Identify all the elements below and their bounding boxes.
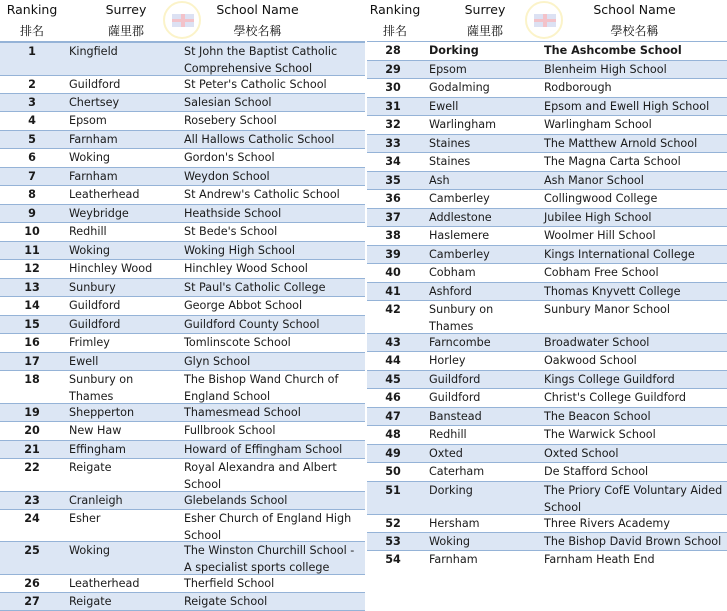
town-cell: New Haw	[69, 424, 122, 437]
school-name-cell: St John the Baptist Catholic Comprehensive School	[184, 45, 338, 75]
town-cell: Cranleigh	[69, 494, 123, 507]
rank-cell: 2	[28, 78, 36, 91]
rank-cell: 51	[385, 484, 401, 497]
town-cell: Farnham	[429, 553, 478, 566]
town-cell: Guildford	[429, 391, 481, 404]
town-cell: Chertsey	[69, 96, 120, 109]
rank-cell: 43	[385, 336, 401, 349]
table-row	[0, 371, 365, 403]
rank-cell: 5	[28, 133, 36, 146]
rank-cell: 21	[24, 443, 40, 456]
school-name-cell: The Matthew Arnold School	[544, 137, 698, 150]
town-cell: Dorking	[429, 44, 479, 57]
town-cell: Camberley	[429, 192, 490, 205]
table-row	[0, 541, 365, 575]
rank-cell: 6	[28, 151, 36, 164]
town-cell: Staines	[429, 137, 471, 150]
school-name-cell: Christ's College Guildford	[544, 391, 686, 404]
table-row	[367, 282, 727, 301]
school-name-cell: Epsom and Ewell High School	[544, 100, 710, 113]
rank-cell: 35	[385, 174, 401, 187]
town-cell: Hersham	[429, 517, 480, 530]
table-row	[0, 459, 365, 491]
rank-cell: 17	[24, 355, 40, 368]
school-name-cell: Reigate School	[184, 595, 268, 608]
header-school: School Name	[216, 2, 299, 17]
header-area-zh: 薩里郡	[107, 24, 144, 38]
table-row	[367, 153, 727, 171]
rank-cell: 10	[24, 225, 40, 238]
rank-cell: 11	[24, 244, 40, 257]
rank-cell: 12	[24, 262, 40, 275]
school-name-cell: Rodborough	[544, 81, 612, 94]
table-row	[367, 389, 727, 407]
rank-cell: 32	[385, 118, 401, 131]
rank-cell: 7	[28, 170, 36, 183]
rank-cell: 18	[24, 373, 40, 386]
town-cell: Caterham	[429, 465, 485, 478]
header-ranking-zh: 排名	[382, 24, 407, 38]
rank-cell: 20	[24, 424, 40, 437]
town-cell: Farncombe	[429, 336, 491, 349]
table-row	[367, 370, 727, 389]
table-row	[0, 403, 365, 422]
school-name-cell: Jubilee High School	[544, 211, 652, 224]
town-cell: Staines	[429, 155, 471, 168]
rank-cell: 30	[385, 81, 401, 94]
rank-cell: 49	[385, 447, 401, 460]
table-row	[367, 301, 727, 333]
town-cell: Woking	[69, 151, 111, 164]
table-row	[367, 79, 727, 97]
rank-cell: 38	[385, 229, 401, 242]
table-row	[367, 532, 727, 551]
rank-cell: 37	[385, 211, 401, 224]
school-name-cell: Tomlinscote School	[184, 336, 291, 349]
table-row	[0, 167, 365, 186]
header-school-zh: 學校名稱	[610, 24, 659, 38]
table-header	[367, 0, 727, 42]
town-cell: Weybridge	[69, 207, 129, 220]
rank-cell: 52	[385, 517, 401, 530]
table-row	[367, 60, 727, 79]
table-row	[367, 333, 727, 352]
union-jack-flag-icon	[163, 1, 201, 39]
town-cell: Esher	[69, 512, 101, 525]
table-row	[367, 171, 727, 190]
town-cell: Addlestone	[429, 211, 492, 224]
school-name-cell: George Abbot School	[184, 299, 303, 312]
rank-cell: 24	[24, 512, 40, 525]
table-row	[0, 510, 365, 541]
table-body	[367, 42, 727, 569]
town-cell: Epsom	[429, 63, 467, 76]
school-name-cell: St Paul's Catholic College	[184, 281, 326, 294]
header-area: Surrey	[105, 2, 147, 17]
table-row	[367, 245, 727, 264]
rank-cell: 4	[28, 114, 36, 127]
school-name-cell: Ash Manor School	[544, 174, 644, 187]
table-row	[0, 575, 365, 592]
school-name-cell: Royal Alexandra and Albert School	[184, 461, 337, 491]
table-row	[367, 264, 727, 282]
school-name-cell: The Beacon School	[544, 410, 651, 423]
rank-cell: 13	[24, 281, 40, 294]
school-name-cell: The Winston Churchill School - A specialist sports college	[184, 544, 355, 574]
rank-cell: 40	[385, 266, 401, 279]
town-cell: Cobham	[429, 266, 476, 279]
town-cell: Redhill	[69, 225, 107, 238]
school-name-cell: Kings College Guildford	[544, 373, 675, 386]
rank-cell: 23	[24, 494, 40, 507]
school-name-cell: Sunbury Manor School	[544, 303, 670, 316]
town-cell: Guildford	[69, 318, 121, 331]
town-cell: Guildford	[429, 373, 481, 386]
header-ranking: Ranking	[369, 2, 421, 17]
school-name-cell: Rosebery School	[184, 114, 277, 127]
rank-cell: 19	[24, 406, 40, 419]
rank-cell: 33	[385, 137, 401, 150]
table-row	[0, 334, 365, 352]
town-cell: Ash	[429, 174, 450, 187]
town-cell: Camberley	[429, 248, 490, 261]
table-row	[367, 551, 727, 569]
school-name-cell: Gordon's School	[184, 151, 275, 164]
table-row	[367, 444, 727, 463]
school-name-cell: Howard of Effingham School	[184, 443, 343, 456]
town-cell: Reigate	[69, 461, 112, 474]
school-name-cell: The Magna Carta School	[544, 155, 681, 168]
rank-cell: 53	[385, 535, 401, 548]
table-row	[0, 278, 365, 297]
school-name-cell: Broadwater School	[544, 336, 650, 349]
table-row	[0, 440, 365, 459]
school-name-cell: Woolmer Hill School	[544, 229, 656, 242]
rank-cell: 39	[385, 248, 401, 261]
school-name-cell: The Bishop David Brown School	[544, 535, 722, 548]
school-name-cell: Esher Church of England High School	[184, 512, 352, 542]
school-name-cell: Warlingham School	[544, 118, 652, 131]
rank-cell: 42	[385, 303, 401, 316]
school-name-cell: Glebelands School	[184, 494, 288, 507]
school-name-cell: Heathside School	[184, 207, 282, 220]
rank-cell: 9	[28, 207, 36, 220]
rank-cell: 8	[28, 188, 36, 201]
town-cell: Oxted	[429, 447, 463, 460]
school-name-cell: Hinchley Wood School	[184, 262, 308, 275]
school-name-cell: The Warwick School	[544, 428, 656, 441]
rank-cell: 14	[24, 299, 40, 312]
table-row	[0, 76, 365, 93]
table-row	[0, 93, 365, 112]
rank-cell: 46	[385, 391, 401, 404]
school-name-cell: Farnham Heath End	[544, 553, 655, 566]
table-row	[367, 426, 727, 444]
header-school-zh: 學校名稱	[233, 24, 282, 38]
table-row	[367, 134, 727, 153]
town-cell: Ewell	[69, 355, 99, 368]
school-name-cell: Oakwood School	[544, 354, 637, 367]
rank-cell: 31	[385, 100, 401, 113]
town-cell: Horley	[429, 354, 466, 367]
rank-cell: 54	[385, 553, 401, 566]
table-row	[367, 208, 727, 227]
table-row	[0, 352, 365, 371]
school-name-cell: Thamesmead School	[184, 406, 301, 419]
town-cell: Ewell	[429, 100, 459, 113]
town-cell: Haslemere	[429, 229, 490, 242]
town-cell: Hinchley Wood	[69, 262, 153, 275]
table-row	[0, 241, 365, 260]
table-row	[367, 515, 727, 532]
town-cell: Woking	[69, 244, 111, 257]
rank-cell: 16	[24, 336, 40, 349]
table-row	[0, 42, 365, 76]
school-name-cell: The Bishop Wand Church of England School	[184, 373, 339, 403]
table-row	[0, 491, 365, 510]
table-row	[0, 592, 365, 611]
town-cell: Sunbury on Thames	[429, 303, 494, 333]
table-row	[367, 42, 727, 60]
town-cell: Farnham	[69, 133, 118, 146]
town-cell: Effingham	[69, 443, 126, 456]
town-cell: Leatherhead	[69, 577, 140, 590]
rank-cell: 34	[385, 155, 401, 168]
table-row	[367, 97, 727, 116]
header-area-zh: 薩里郡	[466, 24, 503, 38]
town-cell: Guildford	[69, 299, 121, 312]
school-name-cell: St Bede's School	[184, 225, 278, 238]
town-cell: Kingfield	[69, 45, 118, 58]
rank-cell: 36	[385, 192, 401, 205]
school-name-cell: Blenheim High School	[544, 63, 667, 76]
rank-cell: 26	[24, 577, 40, 590]
header-school: School Name	[593, 2, 676, 17]
table-row	[0, 315, 365, 334]
rank-cell: 41	[385, 285, 401, 298]
town-cell: Reigate	[69, 595, 112, 608]
table-row	[0, 422, 365, 440]
table-row	[0, 112, 365, 130]
town-cell: Redhill	[429, 428, 467, 441]
school-name-cell: Weydon School	[184, 170, 270, 183]
school-name-cell: Fullbrook School	[184, 424, 276, 437]
rank-cell: 44	[385, 354, 401, 367]
rank-cell: 1	[28, 45, 36, 58]
table-row	[367, 227, 727, 245]
header-ranking-zh: 排名	[19, 24, 44, 38]
town-cell: Woking	[69, 544, 111, 557]
rank-cell: 50	[385, 465, 401, 478]
rank-cell: 3	[28, 96, 36, 109]
school-name-cell: St Andrew's Catholic School	[184, 188, 340, 201]
school-name-cell: De Stafford School	[544, 465, 649, 478]
table-row	[367, 407, 727, 426]
rank-cell: 28	[385, 44, 401, 57]
rank-cell: 27	[24, 595, 40, 608]
table-header	[0, 0, 365, 42]
school-name-cell: Oxted School	[544, 447, 619, 460]
school-name-cell: The Ashcombe School	[544, 44, 682, 57]
town-cell: Woking	[429, 535, 471, 548]
town-cell: Banstead	[429, 410, 482, 423]
table-row	[367, 463, 727, 481]
table-row	[0, 186, 365, 204]
school-name-cell: Salesian School	[184, 96, 272, 109]
school-name-cell: All Hallows Catholic School	[184, 133, 335, 146]
town-cell: Dorking	[429, 484, 473, 497]
table-row	[0, 297, 365, 315]
table-row	[367, 481, 727, 515]
rank-cell: 47	[385, 410, 401, 423]
town-cell: Shepperton	[69, 406, 135, 419]
union-jack-flag-icon	[525, 1, 563, 39]
rank-cell: 48	[385, 428, 401, 441]
table-row	[0, 260, 365, 278]
rank-cell: 25	[24, 544, 40, 557]
town-cell: Leatherhead	[69, 188, 140, 201]
school-name-cell: Guildford County School	[184, 318, 320, 331]
table-row	[367, 190, 727, 208]
rank-cell: 29	[385, 63, 401, 76]
table-body	[0, 42, 365, 611]
table-row	[0, 149, 365, 167]
rank-cell: 45	[385, 373, 401, 386]
header-area: Surrey	[464, 2, 506, 17]
school-name-cell: Cobham Free School	[544, 266, 659, 279]
town-cell: Sunbury on Thames	[69, 373, 134, 403]
table-row	[367, 352, 727, 370]
header-ranking: Ranking	[6, 2, 58, 17]
town-cell: Godalming	[429, 81, 490, 94]
school-name-cell: Therfield School	[184, 577, 275, 590]
school-name-cell: Collingwood College	[544, 192, 658, 205]
table-row	[0, 223, 365, 241]
town-cell: Ashford	[429, 285, 472, 298]
school-name-cell: The Priory CofE Voluntary Aided School	[544, 484, 723, 514]
town-cell: Sunbury	[69, 281, 116, 294]
school-name-cell: Woking High School	[184, 244, 295, 257]
rank-cell: 22	[24, 461, 40, 474]
school-name-cell: Three Rivers Academy	[544, 517, 670, 530]
school-name-cell: Thomas Knyvett College	[544, 285, 681, 298]
table-row	[0, 204, 365, 223]
town-cell: Farnham	[69, 170, 118, 183]
town-cell: Guildford	[69, 78, 121, 91]
school-name-cell: St Peter's Catholic School	[184, 78, 327, 91]
table-row	[367, 116, 727, 134]
rank-cell: 15	[24, 318, 40, 331]
town-cell: Epsom	[69, 114, 107, 127]
table-row	[0, 130, 365, 149]
town-cell: Frimley	[69, 336, 110, 349]
school-name-cell: Kings International College	[544, 248, 695, 261]
right-ranking-table	[367, 0, 727, 569]
town-cell: Warlingham	[429, 118, 497, 131]
school-name-cell: Glyn School	[184, 355, 251, 368]
